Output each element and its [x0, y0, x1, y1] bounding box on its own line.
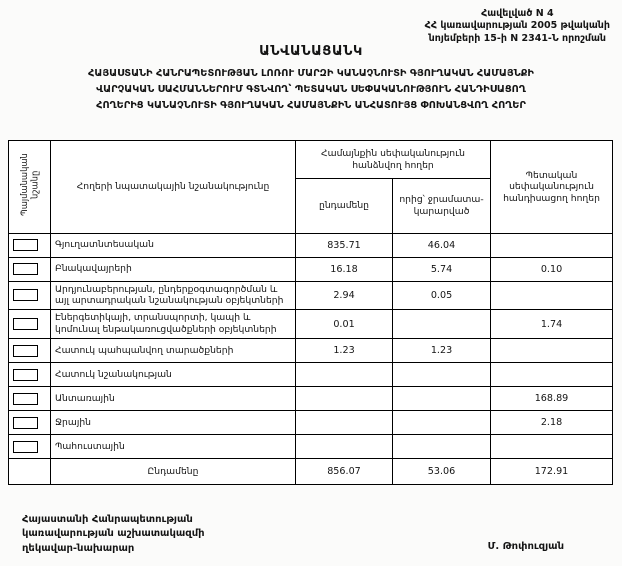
signatory-line-2: կառավարության աշխատակազմի: [22, 528, 205, 539]
subtitle-line-1: ՀԱՅԱՍՏԱՆԻ ՀԱՆՐԱՊԵՏՈՒԹՅԱՆ ԼՈՌՈՒ ՄԱՐԶԻ ԿԱՆԱՉՆՈՒՏԻ ԳՅՈՒՂԱԿԱՆ ՀԱՄԱՅՆՔԻ: [88, 68, 534, 79]
document-subtitle: [0, 66, 622, 114]
community-total-value: [296, 411, 393, 435]
land-category-label: Բնակավայրերի: [51, 257, 296, 281]
header-purpose-column: Հողերի նպատակային նշանակությունը: [51, 141, 296, 234]
irrigated-value: 46.04: [393, 233, 491, 257]
state-value: [491, 363, 613, 387]
state-value: 1.74: [491, 310, 613, 339]
symbol-cell: [9, 435, 51, 459]
community-total-value: 1.23: [296, 339, 393, 363]
header-symbol-label: Պայմանական նշանը: [19, 153, 40, 217]
table-row: [9, 339, 613, 363]
symbol-cell: [9, 257, 51, 281]
total-symbol-cell: [9, 459, 51, 485]
table-body: [9, 233, 613, 459]
total-irrigated-value: 53.06: [393, 459, 491, 485]
appendix-line-2: ՀՀ կառավարության 2005 թվականի: [424, 20, 610, 32]
community-total-value: 16.18: [296, 257, 393, 281]
table-row: [9, 233, 613, 257]
state-value: [491, 435, 613, 459]
irrigated-value: [393, 387, 491, 411]
legend-symbol-box: [13, 345, 38, 357]
symbol-cell: [9, 387, 51, 411]
subtitle-line-2: ՎԱՐՉԱԿԱՆ ՍԱՀՄԱՆՆԵՐՈՒՄ ԳՏՆՎՈՂ՝ ՊԵՏԱԿԱՆ ՍԵՓԱԿԱՆՈՒԹՅՈՒՆ ՀԱՆԴԻՍԱՑՈՂ: [96, 84, 526, 96]
irrigated-value: [393, 363, 491, 387]
state-value: 0.10: [491, 257, 613, 281]
irrigated-value: 1.23: [393, 339, 491, 363]
land-allocation-table: [8, 140, 613, 485]
land-category-label: Հատուկ նշանակության: [51, 363, 296, 387]
signatory-line-3: ղեկավար-նախարար: [22, 542, 135, 554]
subtitle-line-3: ՀՈՂԵՐԻՑ ԿԱՆԱՉՆՈՒՏԻ ԳՅՈՒՂԱԿԱՆ ՀԱՄԱՅՆՔԻՆ ԱՆՀԱՏՈՒՅՑ ՓՈԽԱՆՑՎՈՂ ՀՈՂԵՐ: [96, 100, 526, 112]
table-row: [9, 310, 613, 339]
community-total-value: 0.01: [296, 310, 393, 339]
irrigated-value: [393, 411, 491, 435]
total-community-value: 856.07: [296, 459, 393, 485]
symbol-cell: [9, 339, 51, 363]
header-community-group: Համայնքին սեփականություն հանձնվող հողեր: [296, 141, 491, 179]
irrigated-value: 5.74: [393, 257, 491, 281]
signatory-block: [22, 513, 205, 557]
land-category-label: Ջրային: [51, 411, 296, 435]
community-total-value: 2.94: [296, 281, 393, 310]
header-subcol-total: ընդամենը: [296, 179, 393, 233]
irrigated-value: [393, 310, 491, 339]
community-total-value: [296, 363, 393, 387]
appendix-line-3: նոյեմբերի 15-ի N 2341-Ն որոշման: [428, 32, 607, 44]
total-label: Ընդամենը: [51, 459, 296, 485]
land-category-label: Արդյունաբերության, ընդերքօգտագործման և այլ արտադրական նշանակության օբյեկտների: [51, 281, 296, 310]
state-value: [491, 233, 613, 257]
legend-symbol-box: [13, 417, 38, 429]
table-row: [9, 363, 613, 387]
table-row: [9, 387, 613, 411]
community-total-value: [296, 435, 393, 459]
state-value: 2.18: [491, 411, 613, 435]
header-subcol-irrigated: որից՝ ջրամատա-կարարված: [393, 179, 491, 233]
state-value: [491, 339, 613, 363]
appendix-reference: [425, 8, 610, 45]
legend-symbol-box: [13, 318, 38, 330]
state-value: 168.89: [491, 387, 613, 411]
community-total-value: [296, 387, 393, 411]
document-title: ԱՆՎԱՆԱՑԱՆԿ: [259, 44, 363, 59]
header-symbol-column: [9, 141, 51, 234]
symbol-cell: [9, 411, 51, 435]
table-row: [9, 257, 613, 281]
signatory-line-1: Հայաստանի Հանրապետության: [22, 513, 193, 525]
land-category-label: Անտառային: [51, 387, 296, 411]
land-category-label: Էներգետիկայի, տրանսպորտի, կապի և կոմունալ ենթակառուցվածքների օբյեկտների: [51, 310, 296, 339]
legend-symbol-box: [13, 263, 38, 275]
legend-symbol-box: [13, 239, 38, 251]
symbol-cell: [9, 281, 51, 310]
irrigated-value: [393, 435, 491, 459]
table-row: [9, 281, 613, 310]
community-total-value: 835.71: [296, 233, 393, 257]
legend-symbol-box: [13, 289, 38, 301]
table-row: [9, 411, 613, 435]
header-state-column: Պետական սեփականություն հանդիսացող հողեր: [491, 141, 613, 234]
land-category-label: Գյուղատնտեսական: [51, 233, 296, 257]
appendix-line-1: Հավելված N 4: [481, 8, 554, 19]
symbol-cell: [9, 310, 51, 339]
legend-symbol-box: [13, 393, 38, 405]
legend-symbol-box: [13, 441, 38, 453]
symbol-cell: [9, 363, 51, 387]
irrigated-value: 0.05: [393, 281, 491, 310]
signature-name: Մ. Թոփուզյան: [487, 541, 564, 552]
total-row: [9, 459, 613, 485]
land-category-label: Հատուկ պահպանվող տարածքների: [51, 339, 296, 363]
legend-symbol-box: [13, 369, 38, 381]
land-category-label: Պահուստային: [51, 435, 296, 459]
state-value: [491, 281, 613, 310]
table-row: [9, 435, 613, 459]
symbol-cell: [9, 233, 51, 257]
total-state-value: 172.91: [491, 459, 613, 485]
